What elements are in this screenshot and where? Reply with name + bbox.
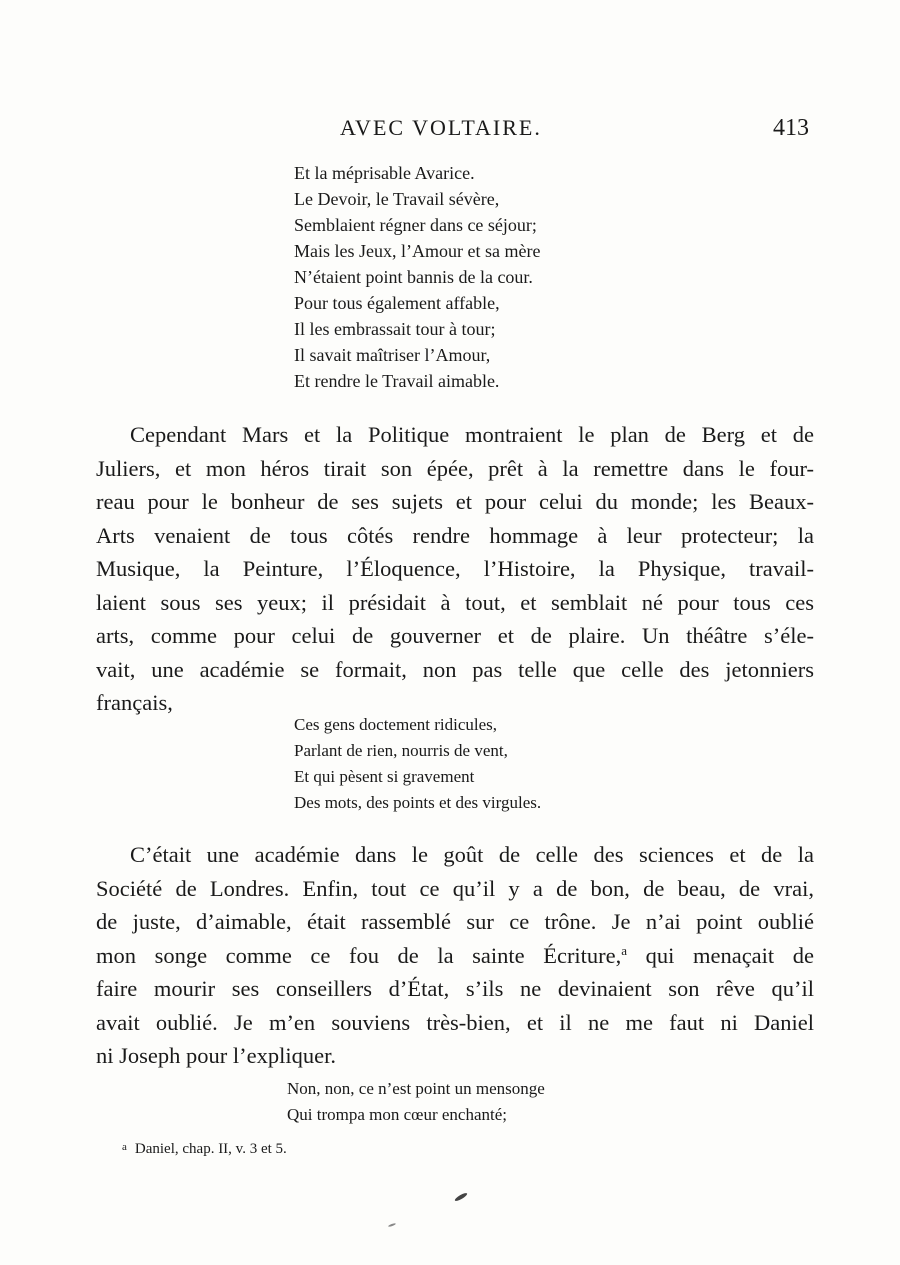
footnote-text: Daniel, chap. II, v. 3 et 5. — [134, 1141, 287, 1157]
prose-line: ni Joseph pour l’expliquer. — [96, 1043, 336, 1068]
verse-line: Qui trompa mon cœur enchanté; — [287, 1105, 507, 1124]
prose-paragraph-2 — [96, 838, 814, 1073]
verse-line: Et la méprisable Avarice. — [294, 163, 475, 183]
ink-speck — [388, 1223, 396, 1228]
running-head — [0, 115, 900, 145]
footnote-mark: a — [122, 1141, 127, 1153]
footnote — [122, 1141, 287, 1158]
prose-line: faire mourir ses conseillers d’État, s’ils ne devinaient son rêve qu’il — [96, 976, 814, 1001]
footnote-reference[interactable]: a — [621, 942, 628, 958]
prose-line: Cependant Mars et la Politique montraient le plan de Berg et de — [130, 422, 814, 447]
prose-line: Juliers, et mon héros tirait son épée, prêt à la remettre dans le four- — [96, 455, 814, 481]
verse-line: Il les embrassait tour à tour; — [294, 319, 496, 339]
verse-stanza-2 — [294, 712, 541, 816]
prose-text: qui menaçait de — [627, 942, 814, 968]
prose-line: reau pour le bonheur de ses sujets et pour celui du monde; les Beaux- — [96, 489, 814, 514]
verse-line: Le Devoir, le Travail sévère, — [294, 189, 500, 209]
verse-line: Il savait maîtriser l’Amour, — [294, 345, 491, 365]
verse-line: Des mots, des points et des virgules. — [294, 793, 542, 812]
prose-line: C’était une académie dans le goût de celle des sciences et de la — [130, 842, 814, 867]
verse-line: Non, non, ce n’est point un mensonge — [287, 1079, 545, 1098]
verse-line: Pour tous également affable, — [294, 293, 500, 313]
prose-line: Société de Londres. Enfin, tout ce qu’il y a de bon, de beau, de vrai, — [96, 875, 814, 901]
verse-stanza-1 — [294, 160, 540, 394]
prose-line: arts, comme pour celui de gouverner et de plaire. Un théâtre s’éle- — [96, 623, 814, 648]
prose-paragraph-1 — [96, 418, 814, 720]
verse-line: Ces gens doctement ridicules, — [294, 715, 498, 734]
verse-line: Mais les Jeux, l’Amour et sa mère — [294, 241, 541, 261]
prose-line: vait, une académie se formait, non pas telle que celle des jetonniers — [96, 656, 814, 682]
verse-line: Parlant de rien, nourris de vent, — [294, 741, 508, 760]
verse-line: N’étaient point bannis de la cour. — [294, 267, 533, 287]
verse-stanza-3 — [287, 1076, 545, 1128]
prose-line: français, — [96, 690, 173, 715]
prose-line: de juste, d’aimable, était rassemblé sur ce trône. Je n’ai point oublié — [96, 909, 814, 934]
prose-line: Musique, la Peinture, l’Éloquence, l’Histoire, la Physique, travail- — [96, 556, 814, 581]
prose-line — [96, 939, 814, 973]
prose-text: mon songe comme ce fou de la sainte Écriture, — [96, 942, 622, 968]
prose-line: Arts venaient de tous côtés rendre hommage à leur protecteur; la — [96, 522, 814, 548]
page-number: 413 — [773, 115, 809, 141]
ink-speck — [454, 1192, 468, 1202]
prose-line: laient sous ses yeux; il présidait à tout, et semblait né pour tous ces — [96, 589, 814, 615]
prose-line: avait oublié. Je m’en souviens très-bien, et il ne me faut ni Daniel — [96, 1009, 814, 1035]
running-title: AVEC VOLTAIRE. — [340, 115, 542, 140]
verse-line: Et qui pèsent si gravement — [294, 767, 475, 786]
verse-line: Semblaient régner dans ce séjour; — [294, 215, 537, 235]
verse-line: Et rendre le Travail aimable. — [294, 371, 500, 391]
